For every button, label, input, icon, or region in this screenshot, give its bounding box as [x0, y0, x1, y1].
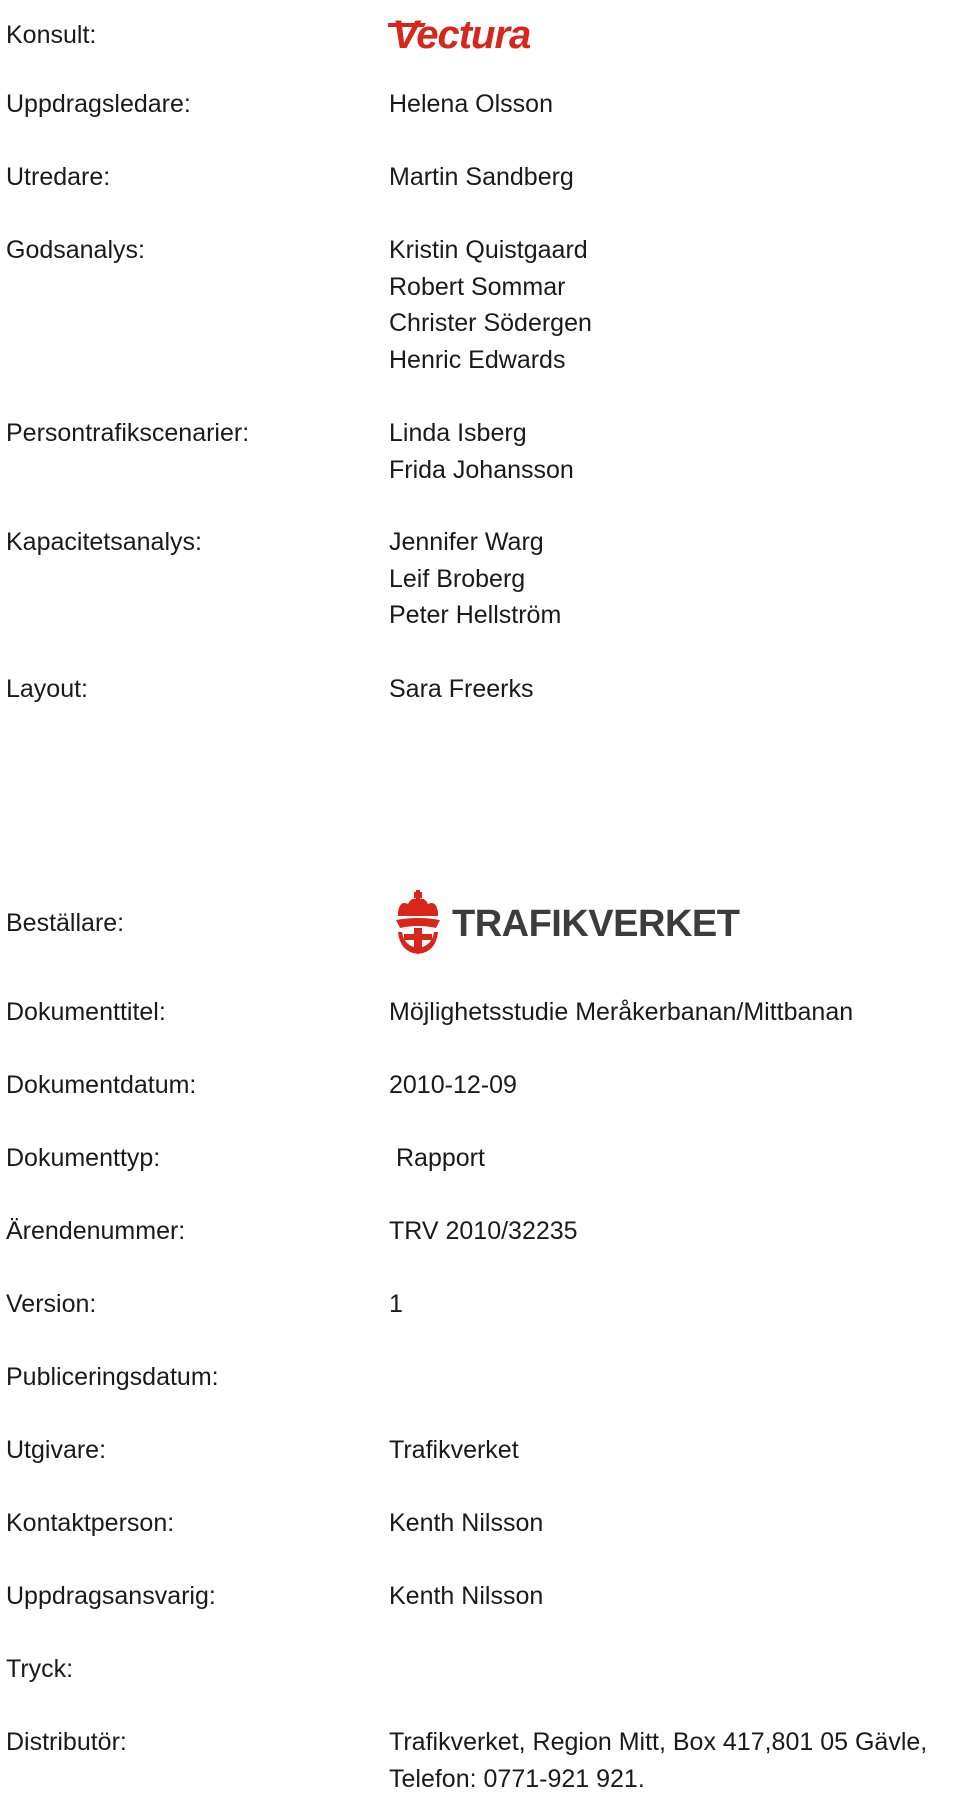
capacity-analysis-names: [389, 524, 561, 634]
document-type-label: Dokumenttyp:: [6, 1144, 161, 1172]
contact-person-label: Kontaktperson:: [6, 1509, 175, 1537]
list-item: Frida Johansson: [389, 455, 574, 484]
version-label: Version:: [6, 1290, 97, 1318]
layout-label: Layout:: [6, 675, 89, 703]
document-type-value: Rapport: [396, 1144, 485, 1172]
vectura-logo-text: Vectura: [392, 13, 531, 57]
investigator-value: Martin Sandberg: [389, 163, 574, 191]
document-date-value: 2010-12-09: [389, 1071, 517, 1099]
publisher-value: Trafikverket: [389, 1436, 519, 1464]
document-date-label: Dokumentdatum:: [6, 1071, 197, 1099]
distributor-value: Trafikverket, Region Mitt, Box 417,801 05 Gävle, Telefon: 0771-921 921.: [389, 1728, 928, 1793]
list-item: Leif Broberg: [389, 564, 526, 593]
capacity-analysis-label: Kapacitetsanalys:: [6, 528, 202, 556]
passenger-scenarios-label: Persontrafikscenarier:: [6, 419, 250, 447]
contact-person-value: Kenth Nilsson: [389, 1509, 544, 1537]
project-manager-value: Helena Olsson: [389, 90, 553, 118]
document-title-label: Dokumenttitel:: [6, 998, 166, 1026]
publisher-label: Utgivare:: [6, 1436, 107, 1464]
passenger-scenarios-names: [389, 415, 574, 488]
list-item: Peter Hellström: [389, 601, 562, 629]
version-value: 1: [389, 1290, 403, 1318]
list-item: Christer Södergen: [389, 309, 592, 337]
distributor-label: Distributör:: [6, 1728, 127, 1756]
list-item: Robert Sommar: [389, 272, 566, 301]
print-label: Tryck:: [6, 1655, 74, 1683]
list-item: Linda Isberg: [389, 419, 527, 447]
assignment-responsible-label: Uppdragsansvarig:: [6, 1582, 216, 1610]
freight-analysis-names: [389, 232, 592, 378]
trafikverket-crown-icon: [390, 890, 446, 956]
list-item: Kristin Quistgaard: [389, 236, 588, 264]
case-number-label: Ärendenummer:: [6, 1217, 186, 1245]
project-manager-label: Uppdragsledare:: [6, 90, 191, 118]
layout-value: Sara Freerks: [389, 675, 534, 703]
trafikverket-logo: [390, 890, 740, 956]
list-item: Jennifer Warg: [389, 528, 544, 556]
list-item: Henric Edwards: [389, 345, 566, 374]
publish-date-label: Publiceringsdatum:: [6, 1363, 219, 1391]
consultant-label: Konsult:: [6, 21, 97, 49]
assignment-responsible-value: Kenth Nilsson: [389, 1582, 544, 1610]
document-title-value: Möjlighetsstudie Meråkerbanan/Mittbanan: [389, 998, 854, 1026]
case-number-value: TRV 2010/32235: [389, 1217, 578, 1245]
trafikverket-logo-text: TRAFIKVERKET: [452, 903, 740, 945]
investigator-label: Utredare:: [6, 163, 111, 191]
freight-analysis-label: Godsanalys:: [6, 236, 145, 264]
client-label: Beställare:: [6, 909, 125, 937]
vectura-logo: [386, 14, 556, 56]
